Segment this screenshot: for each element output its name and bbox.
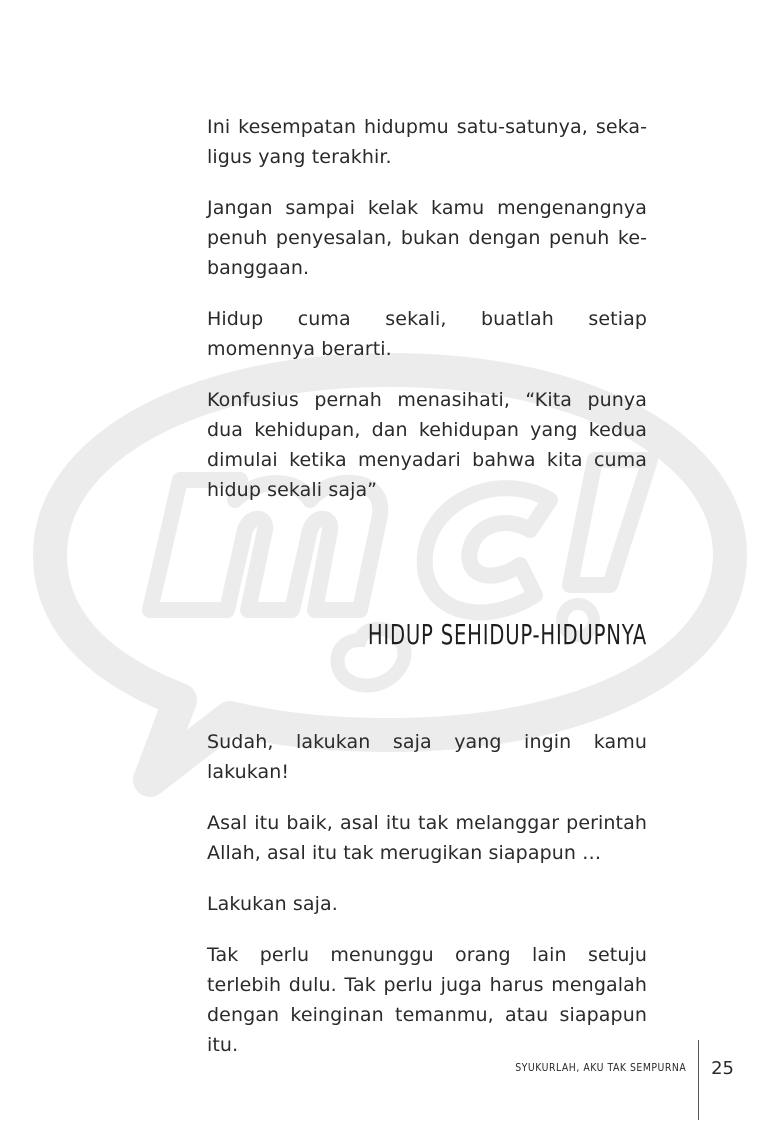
- paragraph: Tak perlu menunggu orang lain setuju terlebih dulu. Tak perlu juga harus mengalah dengan keinginan temanmu, atau siapapun itu.: [207, 944, 647, 1056]
- paragraph: Lakukan saja.: [207, 893, 338, 915]
- body-text-bottom: [207, 727, 647, 1081]
- footer-divider: [698, 1040, 699, 1120]
- paragraph: Sudah, lakukan saja yang ingin kamu lakukan!: [207, 731, 647, 783]
- section-heading: HIDUP SEHIDUP-HIDUPNYA: [367, 618, 647, 651]
- page-footer: [485, 1040, 734, 1120]
- page-number: 25: [711, 1058, 734, 1079]
- running-title: SYUKURLAH, AKU TAK SEMPURNA: [514, 1061, 687, 1074]
- paragraph: Ini kesempatan hidupmu satu-satunya, sekaligus yang terakhir.: [207, 116, 647, 168]
- paragraph: Asal itu baik, asal itu tak melanggar perintah Allah, asal itu tak merugikan siapapun …: [207, 812, 647, 864]
- body-text-top: [207, 112, 647, 526]
- paragraph: Hidup cuma sekali, buatlah setiap momennya berarti.: [207, 308, 647, 360]
- paragraph: Jangan sampai kelak kamu mengenangnya penuh penyesalan, bukan dengan penuh kebanggaan.: [207, 197, 647, 279]
- paragraph: Konfusius pernah menasihati, “Kita punya dua kehidupan, dan kehidupan yang kedua dimulai ketika menyadari bahwa kita cuma hidup sekali saja”: [207, 389, 647, 501]
